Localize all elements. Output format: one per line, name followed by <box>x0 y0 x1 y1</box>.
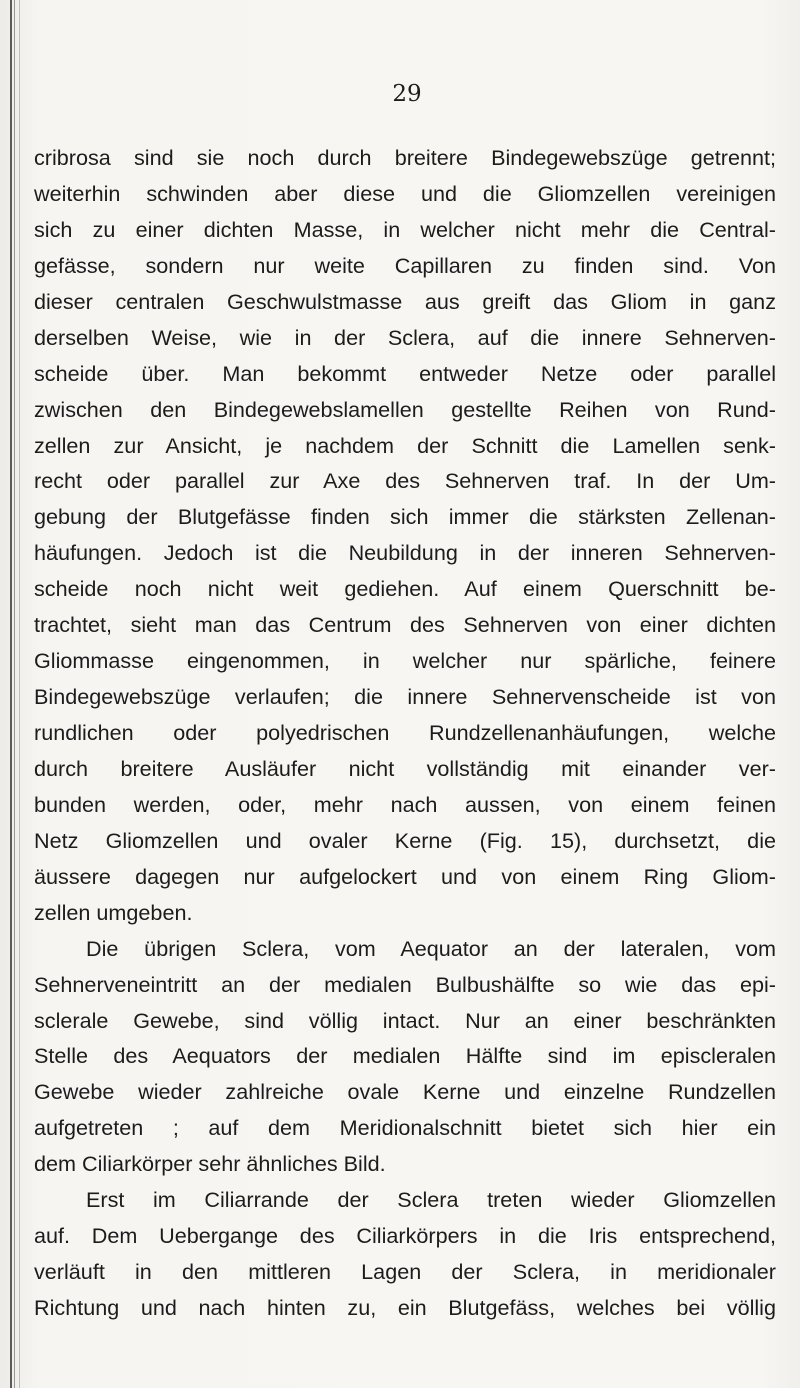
paragraph-end-line: dem Ciliarkörper sehr ähnliches Bild. <box>34 1151 386 1177</box>
paragraph-start-line: Erst im Ciliarrande der Sclera treten wieder Gliomzellen <box>86 1187 776 1213</box>
body-text <box>34 140 776 1326</box>
text-line: bunden werden, oder, mehr nach aussen, von einem feinen <box>34 791 776 817</box>
text-line: Richtung und nach hinten zu, ein Blutgefäss, welches bei völlig <box>34 1295 776 1320</box>
binding-edge <box>10 0 12 1388</box>
text-line: sich zu einer dichten Masse, in welcher nicht mehr die Central- <box>34 216 776 242</box>
text-line: verläuft in den mittleren Lagen der Sclera, in meridionaler <box>34 1259 776 1285</box>
text-line: cribrosa sind sie noch durch breitere Bindegewebszüge getrennt; <box>34 145 776 170</box>
text-line: aufgetreten ; auf dem Meridionalschnitt bietet sich hier ein <box>34 1115 776 1141</box>
text-line: scheide über. Man bekommt entweder Netze oder parallel <box>34 360 776 386</box>
binding-edge <box>14 0 15 1388</box>
text-line: sclerale Gewebe, sind völlig intact. Nur an einer beschränkten <box>34 1007 776 1033</box>
text-line: auf. Dem Uebergange des Ciliarkörpers in die Iris entsprechend, <box>34 1223 776 1249</box>
text-line: Sehnerveneintritt an der medialen Bulbushälfte so wie das epi- <box>34 971 776 997</box>
text-line: derselben Weise, wie in der Sclera, auf die innere Sehnerven- <box>34 324 776 350</box>
text-line: dieser centralen Geschwulstmasse aus greift das Gliom in ganz <box>34 288 776 314</box>
text-line: Bindegewebszüge verlaufen; die innere Sehnervenscheide ist von <box>34 684 776 710</box>
text-line: gefässe, sondern nur weite Capillaren zu finden sind. Von <box>34 252 776 278</box>
text-line: rundlichen oder polyedrischen Rundzellenanhäufungen, welche <box>34 720 776 745</box>
text-line: zellen zur Ansicht, je nachdem der Schnitt die Lamellen senk- <box>34 432 776 458</box>
page-number: 29 <box>392 81 422 107</box>
text-line: gebung der Blutgefässe finden sich immer die stärksten Zellenan- <box>34 504 776 530</box>
text-line: zwischen den Bindegewebslamellen gestellte Reihen von Rund- <box>34 396 776 422</box>
paragraph-start-line: Die übrigen Sclera, vom Aequator an der lateralen, vom <box>86 935 776 961</box>
text-line: äussere dagegen nur aufgelockert und von einem Ring Gliom- <box>34 863 776 889</box>
paragraph-end-line: zellen umgeben. <box>34 899 193 925</box>
text-line: häufungen. Jedoch ist die Neubildung in der inneren Sehnerven- <box>34 540 776 566</box>
text-line: recht oder parallel zur Axe des Sehnerven traf. In der Um- <box>34 468 776 494</box>
text-line: trachtet, sieht man das Centrum des Sehnerven von einer dichten <box>34 612 776 638</box>
text-line: Gliommasse eingenommen, in welcher nur spärliche, feinere <box>34 648 776 674</box>
text-line: Stelle des Aequators der medialen Hälfte sind im episcleralen <box>34 1043 776 1069</box>
text-line: Netz Gliomzellen und ovaler Kerne (Fig. 15), durchsetzt, die <box>34 827 776 853</box>
binding-edge <box>19 0 20 1388</box>
text-line: durch breitere Ausläufer nicht vollständig mit einander ver- <box>34 755 776 781</box>
text-line: weiterhin schwinden aber diese und die Gliomzellen vereinigen <box>34 180 776 206</box>
text-line: Gewebe wieder zahlreiche ovale Kerne und einzelne Rundzellen <box>34 1079 776 1105</box>
text-line: scheide noch nicht weit gediehen. Auf einem Querschnitt be- <box>34 576 776 602</box>
